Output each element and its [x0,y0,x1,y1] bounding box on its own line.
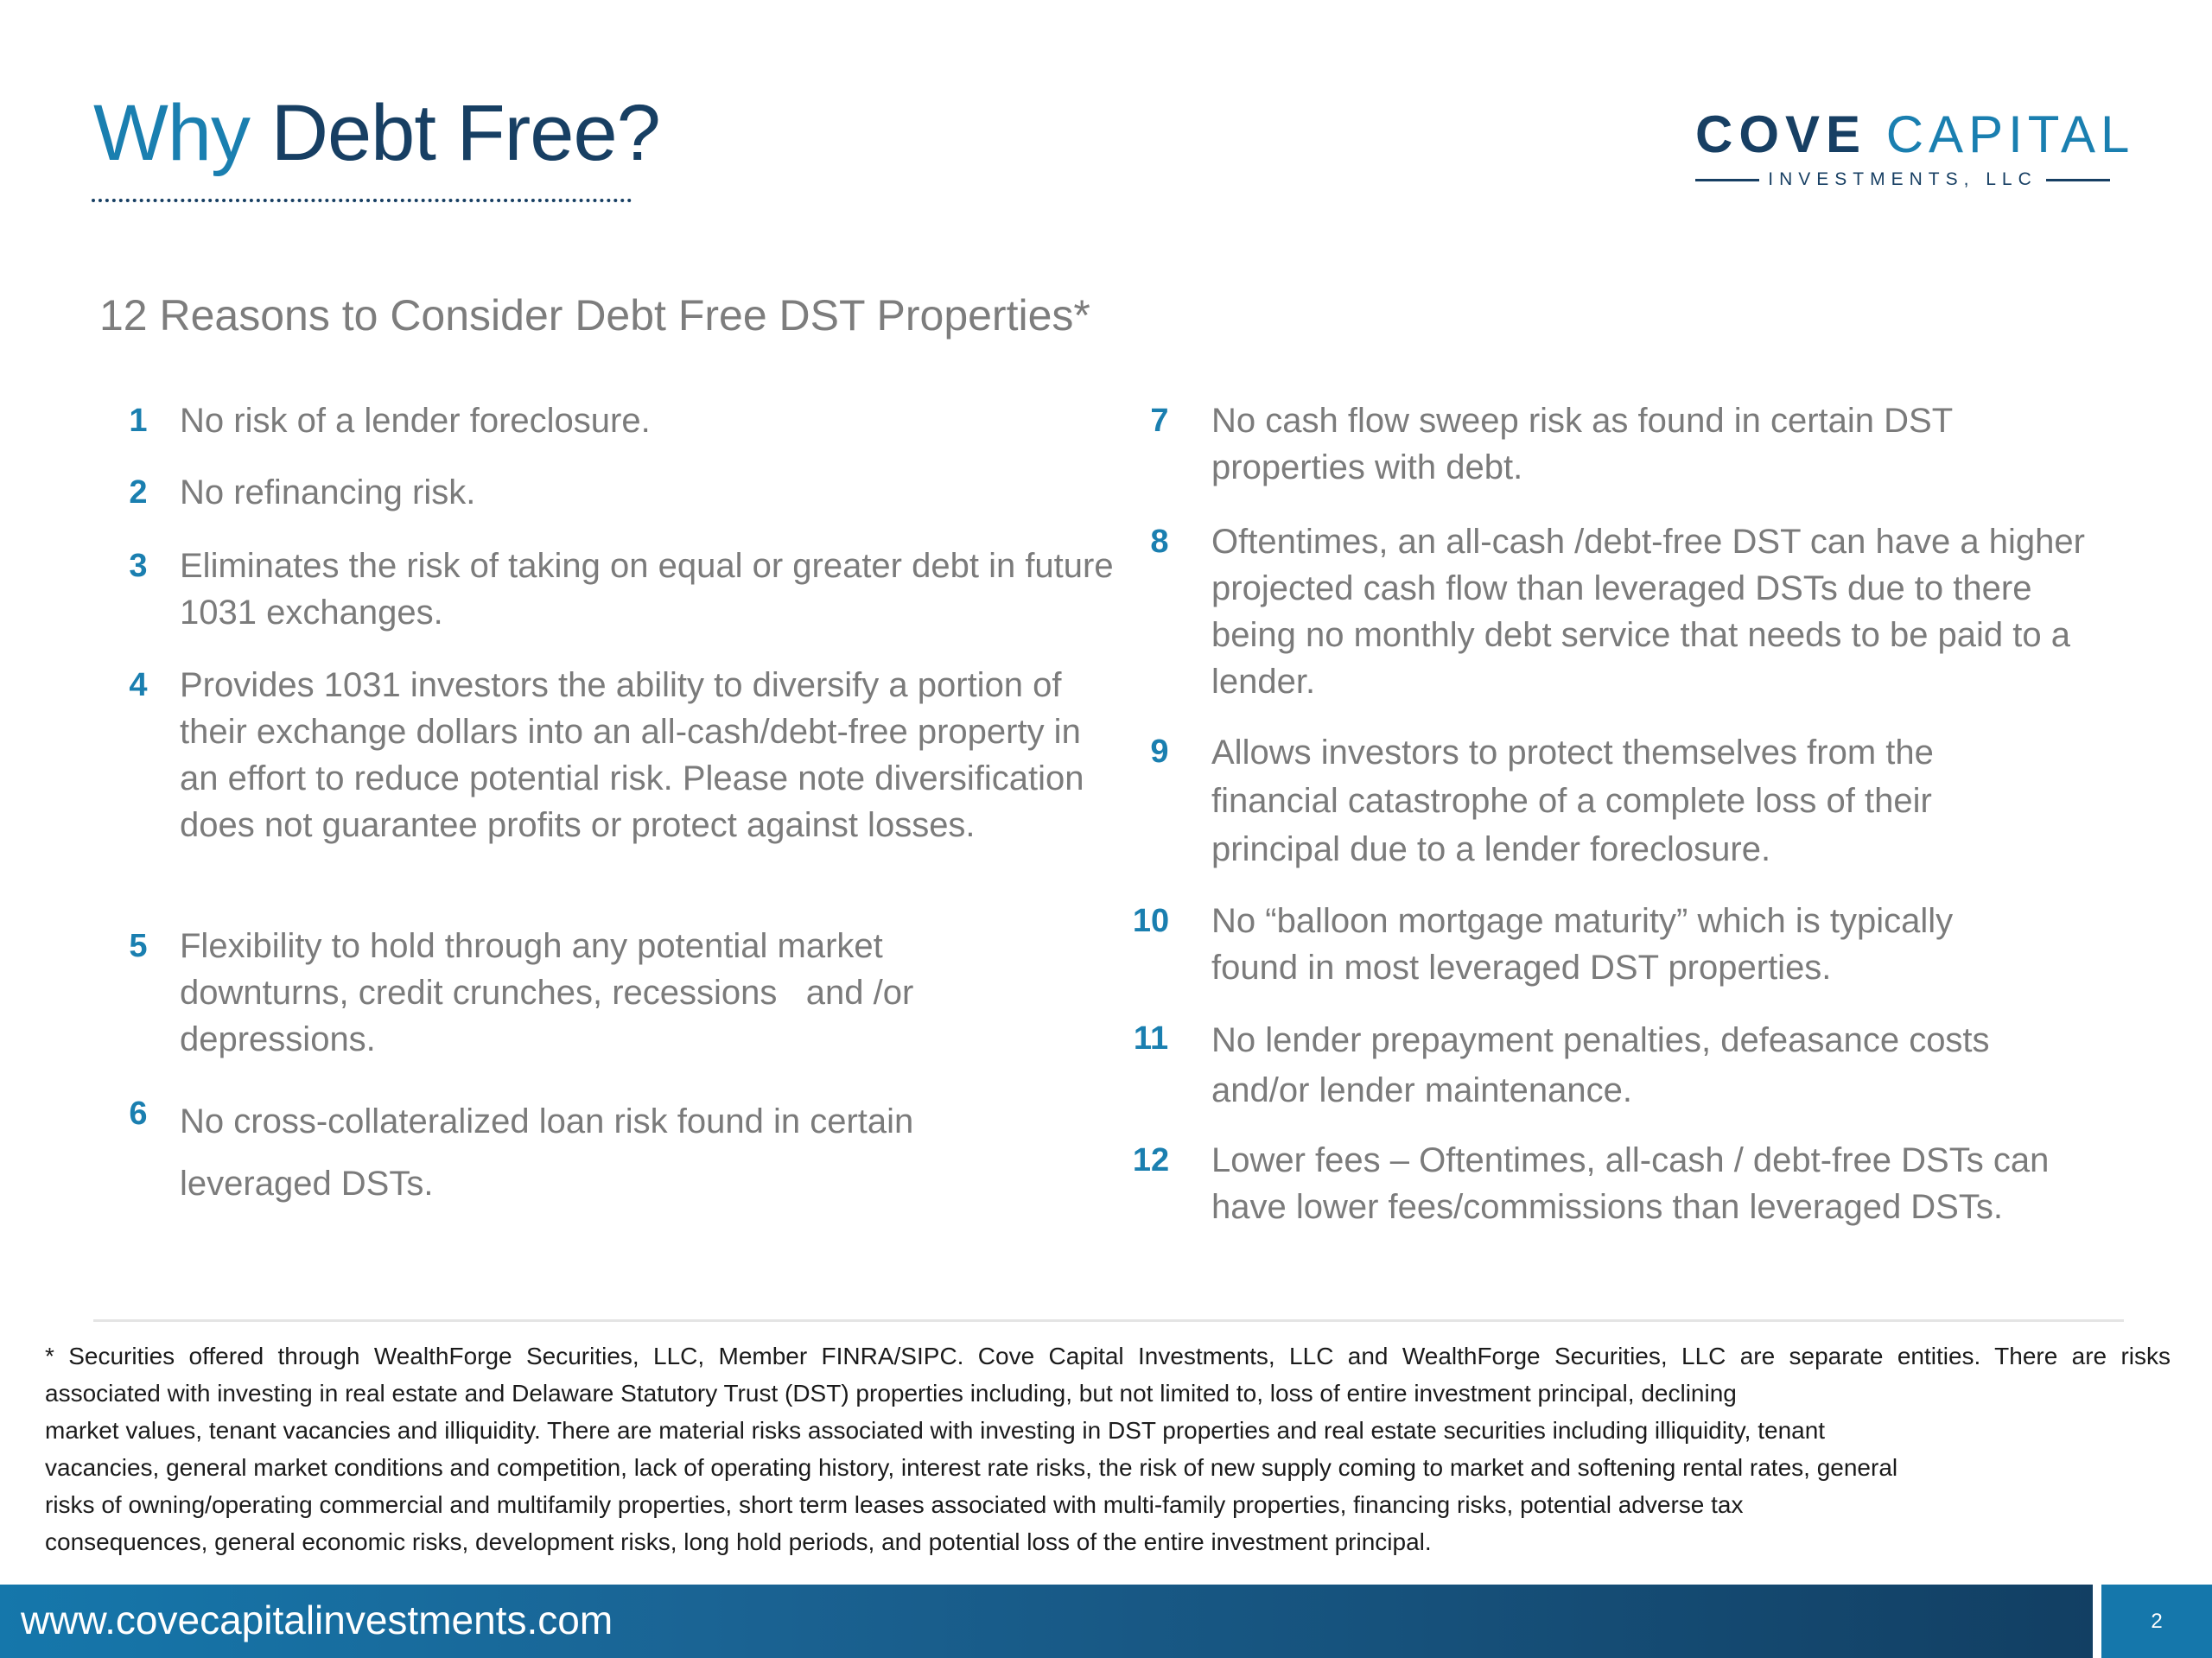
reason-number: 6 [129,1096,148,1132]
logo-tagline: INVESTMENTS, LLC [1768,169,2037,189]
logo-tagline-row [1695,169,2110,190]
reason-text: Oftentimes, an all-cash /debt-free DST can have a higher projected cash flow than leveraged DSTs due to there being no monthly debt service that needs to be paid to a lender. [1211,523,2085,701]
reason-text: Allows investors to protect themselves from the financial catastrophe of a complete loss of their principal due to a lender foreclosure. [1211,734,1934,868]
reason-number: 7 [1150,403,1169,439]
reason-text: No risk of a lender foreclosure. [180,402,651,440]
disclaimer-line: risks of owning/operating commercial and multifamily properties, short term leases associated with multi-family properties, financing risks, potential adverse tax [45,1491,1744,1518]
reason-text: No lender prepayment penalties, defeasance costs and/or lender maintenance. [1211,1021,1990,1109]
reason-number: 1 [129,403,148,439]
reason-text: No “balloon mortgage maturity” which is typically found in most leveraged DST properties. [1211,902,1954,987]
disclaimer-line: market values, tenant vacancies and illiquidity. There are material risks associated with investing in DST properties and real estate securities including illiquidity, tenant [45,1417,1826,1444]
reason-text: Flexibility to hold through any potential market downturns, credit crunches, recessions and /or depressions. [180,927,924,1058]
reason-number: 4 [129,667,148,703]
section-subtitle: 12 Reasons to Consider Debt Free DST Properties* [99,291,1090,340]
reason-number: 5 [129,928,148,964]
reason-number: 9 [1150,734,1169,770]
website-link[interactable]: www.covecapitalinvestments.com [21,1598,613,1642]
reason-number: 8 [1150,524,1169,560]
footer-divider [93,1319,2124,1322]
logo-wordmark [1695,105,2135,163]
cove-capital-logo [1695,105,2135,195]
title-word-why: Why [93,89,250,177]
disclaimer-line: associated with investing in real estate and Delaware Statutory Trust (DST) properties including, but not limited to, loss of entire investment principal, declining [45,1380,1737,1407]
reason-text: Lower fees – Oftentimes, all-cash / debt-free DSTs can have lower fees/commissions than leveraged DSTs. [1211,1141,2050,1226]
reason-number: 3 [129,548,148,584]
reason-number: 10 [1132,903,1170,939]
disclaimer [45,1337,2171,1560]
reason-number: 2 [129,474,148,511]
reason-number: 11 [1133,1020,1169,1057]
reason-text: No refinancing risk. [180,473,476,511]
disclaimer-line: vacancies, general market conditions and competition, lack of operating history, interest rate risks, the risk of new supply coming to market and softening rental rates, general [45,1454,1898,1481]
disclaimer-line: consequences, general economic risks, development risks, long hold periods, and potential loss of the entire investment principal. [45,1528,1432,1555]
logo-line-right [2046,179,2110,181]
logo-word-capital: CAPITAL [1885,105,2135,163]
page-title [93,89,660,177]
logo-line-left [1695,179,1759,181]
reason-number: 12 [1132,1142,1170,1178]
reason-text: Eliminates the risk of taking on equal or greater debt in future 1031 exchanges. [180,547,1114,632]
reason-text: Provides 1031 investors the ability to diversify a portion of their exchange dollars into an all-cash/debt-free property in an effort to reduce potential risk. Please note diversification does not guarantee profits or protect against losses. [180,666,1084,844]
reason-text: No cash flow sweep risk as found in certain DST properties with debt. [1211,402,1953,486]
footer-bar [0,1585,2093,1658]
logo-word-cove: COVE [1695,105,1867,163]
title-dotted-underline [92,199,632,202]
title-words-debt-free: Debt Free? [270,89,660,177]
page-number: 2 [2151,1610,2163,1633]
disclaimer-line: * Securities offered through WealthForge Securities, LLC, Member FINRA/SIPC. Cove Capital Investments, LLC and WealthForge Securities, LLC are separate entities. There are risks [45,1343,2171,1369]
page-number-box [2101,1585,2212,1658]
reason-text: No cross-collateralized loan risk found in certain leveraged DSTs. [180,1102,914,1203]
